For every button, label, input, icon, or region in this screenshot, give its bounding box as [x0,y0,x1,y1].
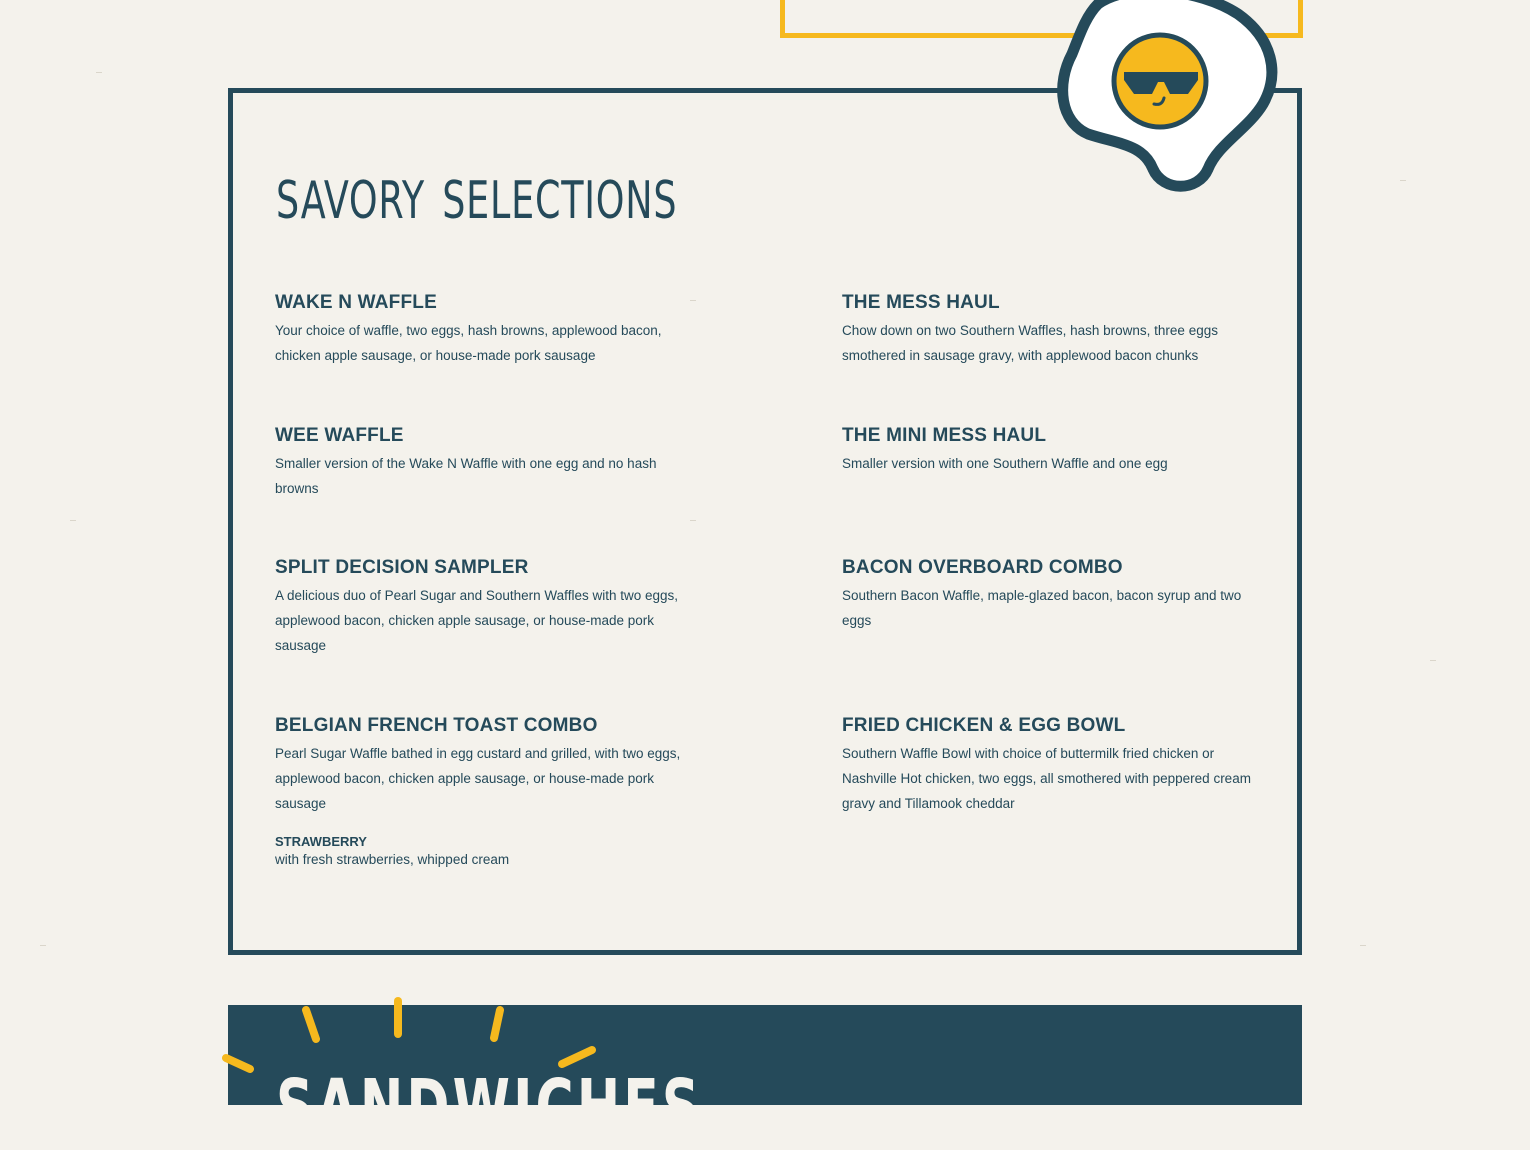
menu-item-name: FRIED CHICKEN & EGG BOWL [842,715,1126,736]
menu-item-belgian-french-toast-combo [275,715,685,816]
menu-item-description: Chow down on two Southern Waffles, hash browns, three eggs smothered in sausage gravy, with applewood bacon chunks [842,323,1218,363]
paper-speck [96,72,102,73]
paper-speck [1360,945,1366,946]
menu-item-bacon-overboard-combo [842,557,1252,633]
menu-item-name: THE MESS HAUL [842,292,1000,313]
menu-item-wake-n-waffle [275,292,685,368]
menu-item-name: SPLIT DECISION SAMPLER [275,557,529,578]
menu-item-name: WAKE N WAFFLE [275,292,437,313]
menu-item-description: Southern Waffle Bowl with choice of buttermilk fried chicken or Nashville Hot chicken, two eggs, all smothered with peppered cream gravy and Tillamook cheddar [842,746,1251,811]
variant-description: with fresh strawberries, whipped cream [275,852,510,867]
cool-egg-with-sunglasses-icon [1058,0,1280,196]
variant-name: STRAWBERRY [275,834,367,849]
menu-item-description: A delicious duo of Pearl Sugar and Southern Waffles with two eggs, applewood bacon, chicken apple sausage, or house-made pork sausage [275,588,678,653]
sandwiches-title: SANDWICHES [276,1064,703,1150]
savory-selections-title: savory selections [276,150,678,236]
menu-item-name: BELGIAN FRENCH TOAST COMBO [275,715,598,736]
menu-item-fried-chicken-egg-bowl [842,715,1252,816]
menu-item-name: BACON OVERBOARD COMBO [842,557,1123,578]
menu-item-wee-waffle [275,425,685,501]
menu-item-name: WEE WAFFLE [275,425,404,446]
menu-item-description: Smaller version with one Southern Waffle and one egg [842,456,1168,471]
paper-speck [1430,660,1436,661]
paper-speck [40,945,46,946]
menu-item-the-mini-mess-haul [842,425,1252,476]
menu-item-name: THE MINI MESS HAUL [842,425,1047,446]
paper-speck [1400,180,1406,181]
menu-item-description: Smaller version of the Wake N Waffle with one egg and no hash browns [275,456,657,496]
menu-item-description: Your choice of waffle, two eggs, hash browns, applewood bacon, chicken apple sausage, or house-made pork sausage [275,323,662,363]
menu-item-description: Southern Bacon Waffle, maple-glazed bacon, bacon syrup and two eggs [842,588,1242,628]
menu-item-the-mess-haul [842,292,1252,368]
paper-speck [70,520,76,521]
menu-item-split-decision-sampler [275,557,685,658]
menu-item-description: Pearl Sugar Waffle bathed in egg custard and grilled, with two eggs, applewood bacon, chicken apple sausage, or house-made pork sausage [275,746,681,811]
